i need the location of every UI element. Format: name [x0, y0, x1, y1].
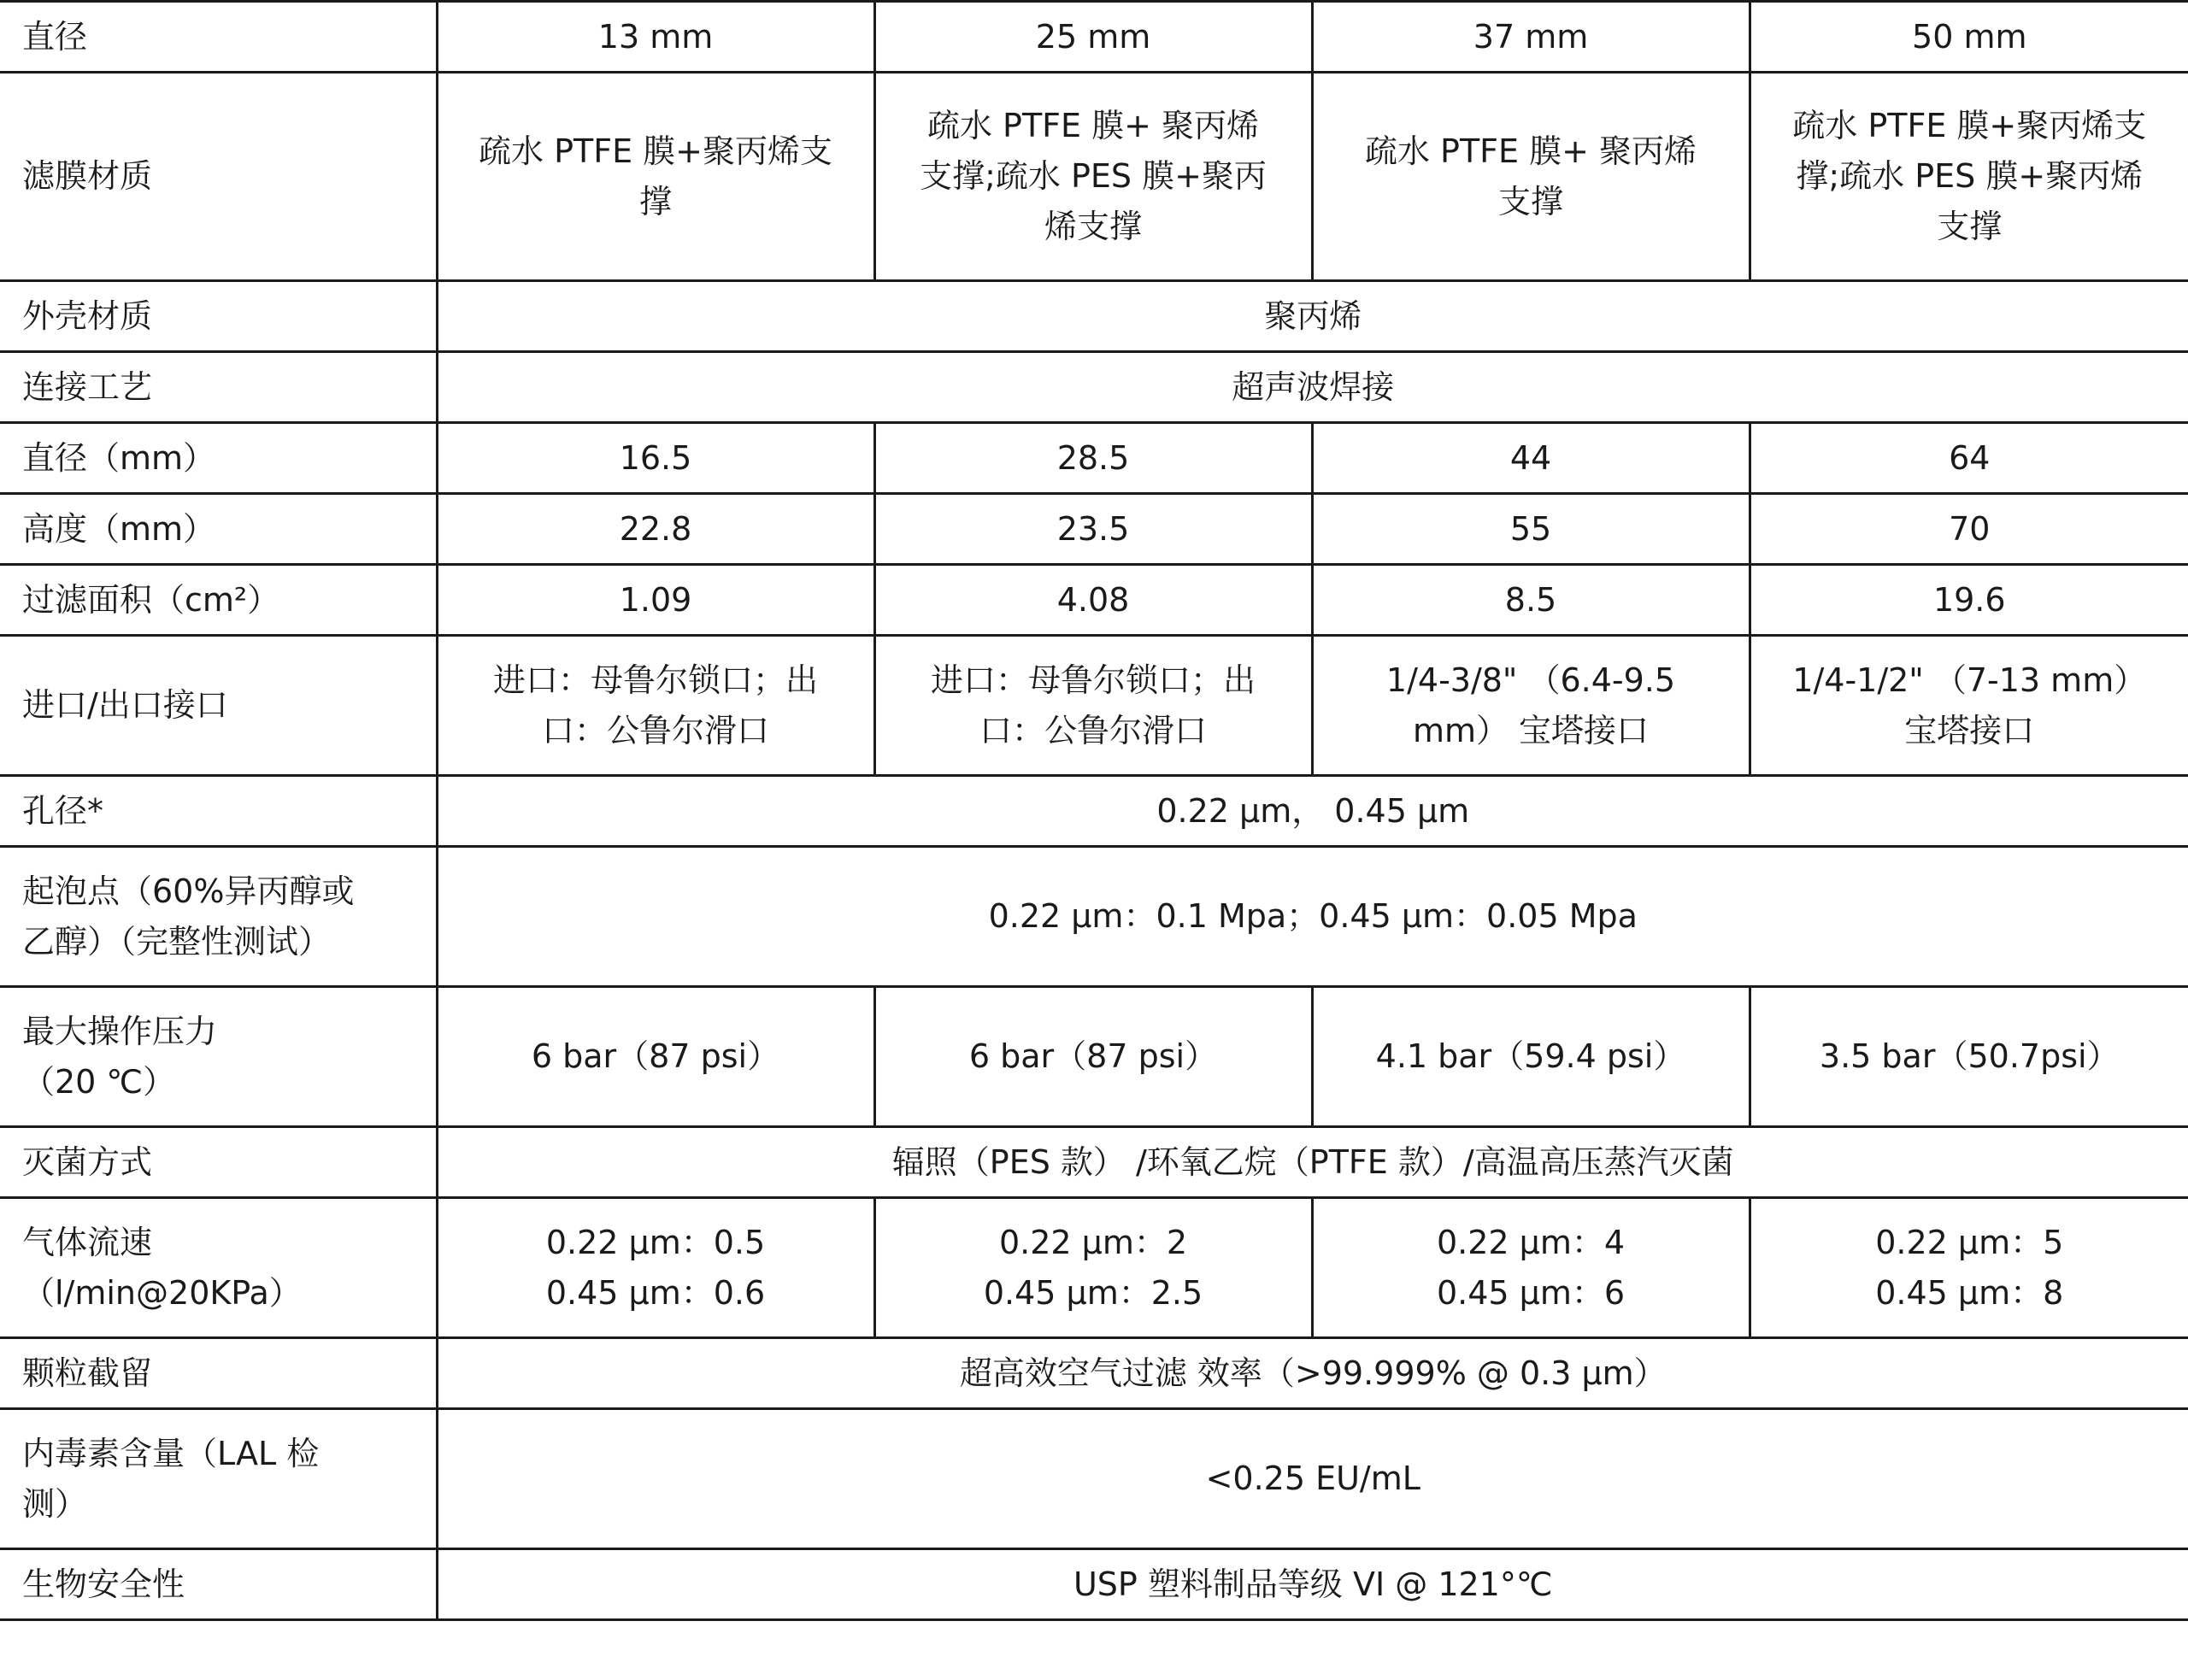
label-line: 气体流速 — [22, 1223, 153, 1261]
col-header-37mm: 37 mm — [1312, 2, 1750, 73]
cell-line: 疏水 PTFE 膜+聚丙烯支 — [1792, 107, 2147, 145]
cell-line: 烯支撑 — [1044, 207, 1142, 245]
cell-line: 1/4-3/8" （6.4-9.5 — [1385, 661, 1676, 699]
table-row-joining — [0, 352, 2188, 423]
row-label-connection: 进口/出口接口 — [0, 636, 437, 776]
table-row-particle-retention — [0, 1338, 2188, 1409]
cell-line: 口：公鲁尔滑口 — [979, 711, 1207, 749]
sterilization-value: 辐照（PES 款） /环氧乙烷（PTFE 款）/高温高压蒸汽灭菌 — [437, 1127, 2188, 1198]
joining-value: 超声波焊接 — [437, 352, 2188, 423]
table-row-sterilization — [0, 1127, 2188, 1198]
cell-line: 支撑 — [1497, 182, 1563, 220]
label-line: 乙醇）（完整性测试） — [22, 922, 332, 960]
table-cell: 6 bar（87 psi） — [437, 987, 874, 1127]
membrane-cell-25mm — [874, 73, 1312, 281]
table-row-filter-area — [0, 565, 2188, 636]
table-row-height — [0, 494, 2188, 565]
endotoxin-value: <0.25 EU/mL — [437, 1409, 2188, 1549]
table-cell: 4.1 bar（59.4 psi） — [1312, 987, 1750, 1127]
gas-flow-cell-37mm — [1312, 1198, 1750, 1338]
cell-line: 0.22 μm：4 — [1436, 1223, 1626, 1261]
row-label-endotoxin — [0, 1409, 437, 1549]
cell-line: 支撑;疏水 PES 膜+聚丙 — [920, 157, 1267, 196]
cell-line: 疏水 PTFE 膜+ 聚丙烯 — [1364, 132, 1697, 170]
row-label-gas-flow — [0, 1198, 437, 1338]
table-cell: 6 bar（87 psi） — [874, 987, 1312, 1127]
table-cell: 22.8 — [437, 494, 874, 565]
gas-flow-cell-25mm — [874, 1198, 1312, 1338]
row-label-sterilization: 灭菌方式 — [0, 1127, 437, 1198]
row-label-max-pressure — [0, 987, 437, 1127]
cell-line: 撑 — [638, 182, 672, 220]
membrane-cell-13mm — [437, 73, 874, 281]
row-label-filter-area: 过滤面积（cm²） — [0, 565, 437, 636]
cell-line: 撑;疏水 PES 膜+聚丙烯 — [1796, 157, 2144, 196]
row-label-diameter: 直径 — [0, 2, 437, 73]
row-label-particle-retention: 颗粒截留 — [0, 1338, 437, 1409]
table-row-max-pressure — [0, 987, 2188, 1127]
table-cell: 44 — [1312, 423, 1750, 494]
label-line: （l/min@20KPa） — [22, 1273, 302, 1312]
membrane-cell-37mm — [1312, 73, 1750, 281]
label-line: 起泡点（60%异丙醇或 — [22, 872, 355, 910]
table-cell: 1.09 — [437, 565, 874, 636]
table-cell: 8.5 — [1312, 565, 1750, 636]
cell-line: 0.22 μm：5 — [1875, 1223, 2064, 1261]
cell-line: 疏水 PTFE 膜+ 聚丙烯 — [926, 107, 1260, 145]
col-header-13mm: 13 mm — [437, 2, 874, 73]
table-cell: 64 — [1750, 423, 2188, 494]
cell-line: 0.45 μm：2.5 — [983, 1273, 1203, 1312]
membrane-cell-50mm — [1750, 73, 2188, 281]
table-row-outer-diameter — [0, 423, 2188, 494]
cell-line: 0.45 μm：6 — [1436, 1273, 1626, 1312]
cell-line: 0.22 μm：2 — [998, 1223, 1188, 1261]
connection-cell-25mm — [874, 636, 1312, 776]
connection-cell-13mm — [437, 636, 874, 776]
cell-line: 0.45 μm：0.6 — [545, 1273, 766, 1312]
connection-cell-37mm — [1312, 636, 1750, 776]
label-line: 最大操作压力 — [22, 1012, 218, 1050]
col-header-25mm: 25 mm — [874, 2, 1312, 73]
particle-retention-value: 超高效空气过滤 效率（>99.999% @ 0.3 μm） — [437, 1338, 2188, 1409]
col-header-50mm: 50 mm — [1750, 2, 2188, 73]
row-label-biosafety: 生物安全性 — [0, 1549, 437, 1620]
label-line: （20 ℃） — [22, 1062, 176, 1101]
table-row-membrane — [0, 73, 2188, 281]
cell-line: 0.45 μm：8 — [1875, 1273, 2064, 1312]
gas-flow-cell-13mm — [437, 1198, 874, 1338]
table-cell: 19.6 — [1750, 565, 2188, 636]
table-cell: 23.5 — [874, 494, 1312, 565]
label-line: 内毒素含量（LAL 检 — [22, 1434, 320, 1472]
table-row-gas-flow — [0, 1198, 2188, 1338]
table-cell: 16.5 — [437, 423, 874, 494]
bubble-point-value: 0.22 μm：0.1 Mpa；0.45 μm：0.05 Mpa — [437, 847, 2188, 987]
row-label-pore-size: 孔径* — [0, 776, 437, 847]
row-label-joining: 连接工艺 — [0, 352, 437, 423]
cell-line: 口：公鲁尔滑口 — [541, 711, 769, 749]
cell-line: mm） 宝塔接口 — [1412, 711, 1650, 749]
table-row-bubble-point — [0, 847, 2188, 987]
cell-line: 支撑 — [1937, 207, 2003, 245]
table-row-connection — [0, 636, 2188, 776]
table-cell: 3.5 bar（50.7psi） — [1750, 987, 2188, 1127]
cell-line: 进口：母鲁尔锁口；出 — [492, 661, 818, 699]
cell-line: 进口：母鲁尔锁口；出 — [930, 661, 1256, 699]
label-line: 测） — [22, 1484, 88, 1523]
cell-line: 1/4-1/2" （7-13 mm） — [1792, 661, 2147, 699]
row-label-outer-diameter: 直径（mm） — [0, 423, 437, 494]
table-cell: 28.5 — [874, 423, 1312, 494]
pore-size-value: 0.22 μm， 0.45 μm — [437, 776, 2188, 847]
cell-line: 0.22 μm：0.5 — [545, 1223, 766, 1261]
row-label-bubble-point — [0, 847, 437, 987]
row-label-housing: 外壳材质 — [0, 281, 437, 352]
table-row-housing — [0, 281, 2188, 352]
table-cell: 70 — [1750, 494, 2188, 565]
row-label-membrane: 滤膜材质 — [0, 73, 437, 281]
table-row-endotoxin — [0, 1409, 2188, 1549]
gas-flow-cell-50mm — [1750, 1198, 2188, 1338]
biosafety-value: USP 塑料制品等级 VI @ 121°℃ — [437, 1549, 2188, 1620]
cell-line: 疏水 PTFE 膜+聚丙烯支 — [479, 132, 832, 170]
table-row-biosafety — [0, 1549, 2188, 1620]
row-label-height: 高度（mm） — [0, 494, 437, 565]
housing-value: 聚丙烯 — [437, 281, 2188, 352]
table-cell: 4.08 — [874, 565, 1312, 636]
table-cell: 55 — [1312, 494, 1750, 565]
table-row-pore-size — [0, 776, 2188, 847]
cell-line: 宝塔接口 — [1904, 711, 2035, 749]
connection-cell-50mm — [1750, 636, 2188, 776]
table-row-header-diameter — [0, 2, 2188, 73]
